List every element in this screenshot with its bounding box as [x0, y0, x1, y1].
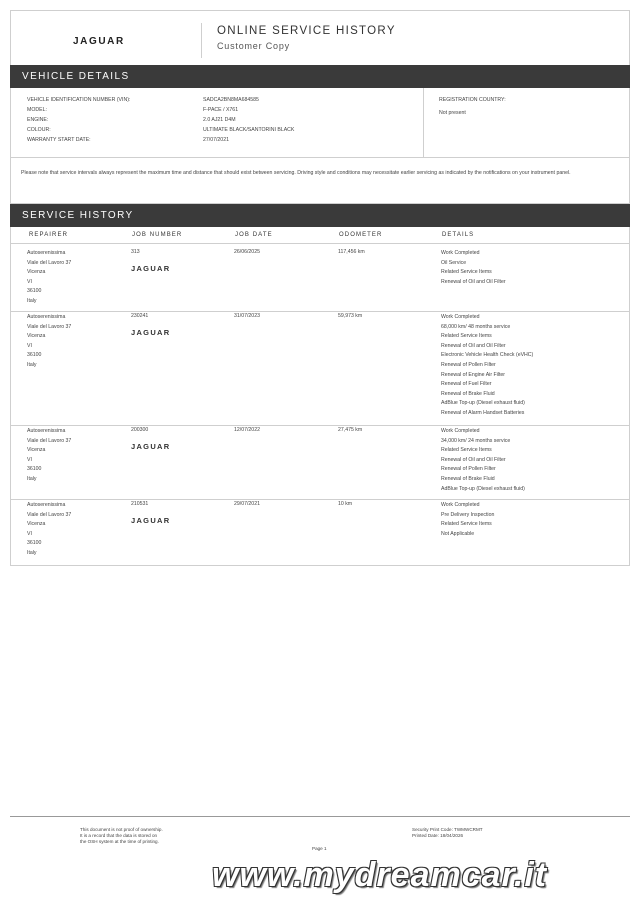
- detail-line: Pre Delivery Inspection: [441, 511, 495, 518]
- footer-print-info: [412, 827, 483, 839]
- warranty-label: WARRANTY START DATE:: [27, 137, 91, 143]
- detail-line: Renewal of Fuel Filter: [441, 381, 492, 388]
- vin-value: SADCA2BN8MA684585: [203, 97, 259, 103]
- colour-label: COLOUR:: [27, 127, 51, 133]
- column-header-repairer: REPAIRER: [29, 232, 69, 238]
- detail-line: Renewal of Brake Fluid: [441, 475, 495, 482]
- column-header-details: DETAILS: [442, 232, 475, 238]
- repairer-line: Vicenza: [27, 447, 46, 454]
- repairer-line: Viale del Lavoro 37: [27, 511, 72, 518]
- header-divider: [11, 243, 629, 244]
- disclaimer-line: This document is not proof of ownership.: [80, 827, 163, 832]
- service-notice: Please note that service intervals always represent the maximum time and distance that should exist between servicing. Driving style and conditions may necessitate earlier servicing as indicated by the notifications on your instrument panel.: [10, 158, 630, 204]
- detail-line: AdBlue Top-up (Diesel exhaust fluid): [441, 485, 525, 492]
- job-number-cell: 230241: [131, 313, 149, 319]
- row-divider: [11, 311, 629, 312]
- footer-divider: [10, 816, 630, 817]
- detail-line: Work Completed: [441, 250, 480, 256]
- printed-date: Printed Date: 18/04/2026: [412, 833, 464, 838]
- detail-line: Not Applicable: [441, 530, 475, 537]
- row-divider: [11, 499, 629, 500]
- detail-line: Work Completed: [441, 428, 480, 434]
- repairer-line: Italy: [27, 297, 37, 304]
- detail-line: 34,000 km/ 24 months service: [441, 437, 511, 444]
- detail-line: Related Service Items: [441, 333, 492, 340]
- job-date-cell: 31/07/2023: [234, 313, 260, 319]
- detail-line: 68,000 km/ 48 months service: [441, 323, 511, 330]
- repairer-line: Viale del Lavoro 37: [27, 437, 72, 444]
- job-number-cell: 313: [131, 249, 140, 255]
- details-cell: [441, 313, 533, 419]
- odometer-cell: 59,973 km: [338, 313, 363, 319]
- detail-line: AdBlue Top-up (Diesel exhaust fluid): [441, 400, 525, 407]
- column-header-job-number: JOB NUMBER: [132, 232, 183, 238]
- registration-label: REGISTRATION COUNTRY:: [439, 97, 506, 103]
- odometer-cell: 10 km: [338, 501, 353, 507]
- repairer-line: Autoserenissima: [27, 314, 66, 320]
- repairer-line: 36100: [27, 288, 42, 295]
- page-number: Page 1: [312, 846, 327, 851]
- model-value: F-PACE / X761: [203, 107, 239, 113]
- jaguar-logo: JAGUAR: [131, 264, 171, 273]
- repairer-line: Viale del Lavoro 37: [27, 323, 72, 330]
- detail-line: Renewal of Alarm Handset Batteries: [441, 409, 525, 416]
- job-date-cell: 26/06/2025: [234, 249, 260, 255]
- repairer-cell: [27, 249, 71, 307]
- details-cell: [441, 427, 525, 494]
- odometer-cell: 27,475 km: [338, 427, 363, 433]
- detail-line: Renewal of Oil and Oil Filter: [441, 278, 506, 285]
- repairer-line: Autoserenissima: [27, 428, 66, 434]
- column-header-odometer: ODOMETER: [339, 232, 383, 238]
- engine-label: ENGINE:: [27, 117, 49, 123]
- repairer-cell: [27, 427, 71, 485]
- repairer-cell: [27, 501, 71, 559]
- header-divider: [201, 23, 202, 58]
- detail-line: Renewal of Pollen Filter: [441, 361, 496, 368]
- job-date-cell: 29/07/2021: [234, 501, 260, 507]
- service-history-table: [10, 227, 630, 566]
- job-number-cell: 200300: [131, 427, 149, 433]
- repairer-line: Autoserenissima: [27, 250, 66, 256]
- footer-disclaimer: [80, 827, 163, 845]
- repairer-line: Vicenza: [27, 269, 46, 276]
- detail-line: Related Service Items: [441, 447, 492, 454]
- page-title: ONLINE SERVICE HISTORY: [217, 25, 396, 37]
- repairer-line: Viale del Lavoro 37: [27, 259, 72, 266]
- repairer-line: VI: [27, 530, 32, 537]
- details-cell: [441, 501, 494, 539]
- service-history-heading: SERVICE HISTORY: [10, 204, 630, 227]
- detail-line: Renewal of Oil and Oil Filter: [441, 456, 506, 463]
- vehicle-details-panel: [10, 88, 630, 158]
- row-divider: [11, 425, 629, 426]
- repairer-cell: [27, 313, 71, 371]
- repairer-line: 36100: [27, 352, 42, 359]
- column-header-job-date: JOB DATE: [235, 232, 273, 238]
- job-number-cell: 210531: [131, 501, 149, 507]
- colour-value: ULTIMATE BLACK/SANTORINI BLACK: [203, 127, 295, 133]
- detail-line: Work Completed: [441, 314, 480, 320]
- detail-line: Related Service Items: [441, 521, 492, 528]
- jaguar-logo: JAGUAR: [131, 328, 171, 337]
- registration-value: Not present: [439, 110, 466, 116]
- job-date-cell: 12/07/2022: [234, 427, 260, 433]
- repairer-line: Italy: [27, 475, 37, 482]
- repairer-line: Italy: [27, 361, 37, 368]
- repairer-line: Vicenza: [27, 333, 46, 340]
- security-print-code: Security Print Code: TWMWCRMT: [412, 827, 483, 832]
- document-header: [10, 10, 630, 65]
- repairer-line: VI: [27, 342, 32, 349]
- disclaimer-line: It is a record that the data is stored on: [80, 833, 158, 838]
- detail-line: Renewal of Engine Air Filter: [441, 371, 506, 378]
- detail-line: Renewal of Brake Fluid: [441, 390, 495, 397]
- repairer-line: Autoserenissima: [27, 502, 66, 508]
- repairer-line: 36100: [27, 540, 42, 547]
- repairer-line: 36100: [27, 466, 42, 473]
- page-subtitle: Customer Copy: [217, 41, 290, 51]
- jaguar-logo: JAGUAR: [131, 442, 171, 451]
- detail-line: Renewal of Oil and Oil Filter: [441, 342, 506, 349]
- vin-label: VEHICLE IDENTIFICATION NUMBER (VIN):: [27, 97, 131, 103]
- detail-line: Electronic Vehicle Health Check (eVHC): [441, 352, 534, 359]
- engine-value: 2.0 AJ21 D4M: [203, 117, 236, 123]
- brand-logo: JAGUAR: [73, 36, 125, 47]
- detail-line: Work Completed: [441, 502, 480, 508]
- repairer-line: Italy: [27, 549, 37, 556]
- detail-line: Related Service Items: [441, 269, 492, 276]
- vehicle-details-heading: VEHICLE DETAILS: [10, 65, 630, 88]
- details-cell: [441, 249, 506, 287]
- repairer-line: VI: [27, 278, 32, 285]
- repairer-line: Vicenza: [27, 521, 46, 528]
- repairer-line: VI: [27, 456, 32, 463]
- model-label: MODEL:: [27, 107, 47, 113]
- panel-divider: [423, 88, 424, 157]
- watermark: www.mydreamcar.it: [212, 856, 548, 894]
- jaguar-logo: JAGUAR: [131, 516, 171, 525]
- odometer-cell: 117,456 km: [338, 249, 365, 255]
- disclaimer-line: the OSH system at the time of printing.: [80, 839, 159, 844]
- detail-line: Renewal of Pollen Filter: [441, 466, 496, 473]
- detail-line: Oil Service: [441, 259, 467, 266]
- warranty-value: 27/07/2021: [203, 137, 229, 143]
